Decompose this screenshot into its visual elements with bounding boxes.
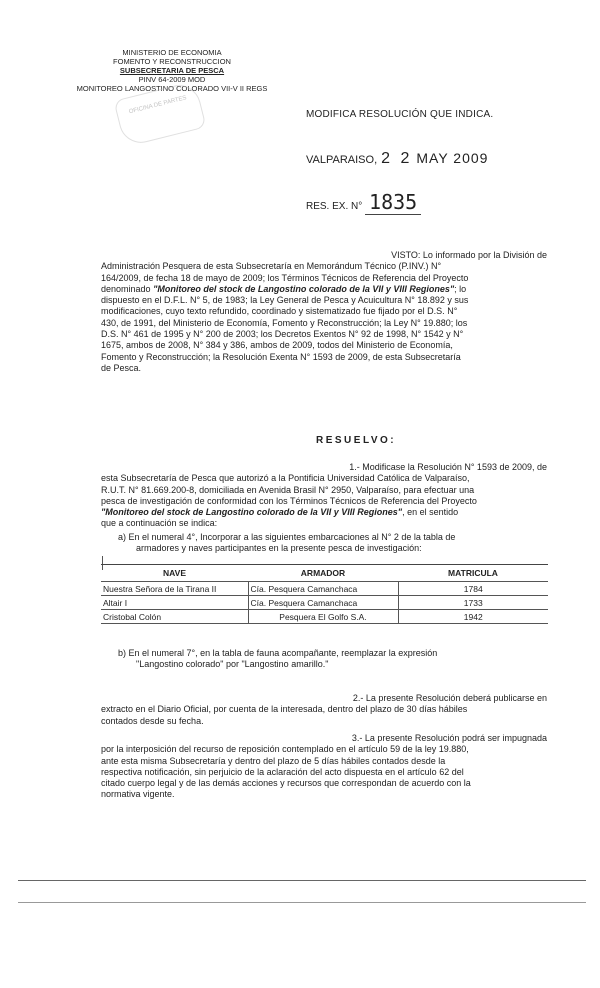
table-row [101, 596, 548, 610]
visto-line: D.S. N° 461 de 1995 y N° 200 de 2003; los Decretos Exentos N° 92 de 1998, N° 1542 y N° [101, 329, 464, 340]
armador-cell: Cía. Pesquera Camanchaca [248, 596, 398, 610]
item-a-line: armadores y naves participantes en la presente pesca de investigación: [136, 543, 422, 554]
visto-line: modificaciones, cuyo texto refundido, coordinado y sistematizado fue fijado por el D.S. N° [101, 306, 458, 317]
point1-line: 1.- Modificase la Resolución N° 1593 de 2009, de [349, 462, 547, 472]
visto-text: denominado [101, 283, 151, 294]
point2-paragraph [101, 693, 547, 727]
visto-line: Administración Pesquera de esta Subsecretaría en Memorándum Técnico (P.INV.) N° [101, 261, 442, 272]
project-name: "Monitoreo del stock de Langostino colorado de la VII y VIII Regiones" [153, 283, 455, 294]
date-day: 2 2 [381, 150, 413, 167]
item-a [118, 532, 548, 555]
point3-paragraph [101, 733, 547, 801]
matricula-cell: 1942 [398, 610, 548, 624]
matricula-cell: 1784 [398, 582, 548, 596]
point1-line: pesca de investigación de conformidad con los Términos Técnicos de Referencia del Proyecto [101, 495, 477, 506]
item-b-line: "Langostino colorado" por "Langostino amarillo." [136, 659, 329, 670]
ministry-line: MINISTERIO DE ECONOMIA [122, 48, 222, 57]
date-city: VALPARAISO, [306, 154, 378, 166]
column-header: NAVE [101, 565, 248, 582]
visto-line: Fomento y Reconstrucción; la Resolución Exenta N° 1593 de 2009, de esta Subsecretaría [101, 351, 461, 362]
item-a-line: a) En el numeral 4°, Incorporar a las siguientes embarcaciones al N° 2 de la tabla de [118, 532, 456, 542]
table-row [101, 610, 548, 624]
item-b [118, 648, 548, 671]
point1-paragraph [101, 462, 547, 530]
table-row [101, 582, 548, 596]
nave-cell: Nuestra Señora de la Tirana II [101, 582, 248, 596]
column-header: MATRICULA [398, 565, 548, 582]
visto-text: ; lo [454, 283, 467, 294]
resuelvo-heading: RESUELVO: [316, 435, 397, 446]
point1-line [101, 507, 547, 518]
point1-line: que a continuación se indica: [101, 518, 218, 529]
point1-line: esta Subsecretaría de Pesca que autorizó a la Pontificia Universidad Católica de Valparaíso, [101, 473, 470, 484]
visto-line: 1675, ambos de 2008, N° 384 y 386, ambos de 2009, todos del Ministerio de Economía, [101, 340, 453, 351]
armador-cell: Pesquera El Golfo S.A. [248, 610, 398, 624]
resolution-number-line [306, 190, 421, 214]
resolution-label: RES. EX. N° [306, 201, 363, 212]
point2-line: 2.- La presente Resolución deberá publicarse en [352, 693, 547, 703]
date-month-year: MAY 2009 [416, 150, 489, 166]
point3-line: 3.- La presente Resolución podrá ser impugnada [351, 733, 547, 743]
visto-line: 164/2009, de fecha 18 de mayo de 2009; los Términos Técnicos de Referencia del Proyecto [101, 272, 469, 283]
visto-line: dispuesto en el D.F.L. N° 5, de 1983; la Ley General de Pesca y Acuicultura N° 18.892 y sus [101, 295, 469, 306]
resolution-number: 1835 [365, 190, 421, 215]
point2-line: contados desde su fecha. [101, 715, 204, 726]
point1-line: R.U.T. N° 81.669.200-8, domiciliada en Avenida Brasil N° 2950, Valparaíso, para efectuar una [101, 484, 475, 495]
visto-line: VISTO: Lo informado por la División de [391, 250, 547, 260]
armador-cell: Cía. Pesquera Camanchaca [248, 582, 398, 596]
document-title: MODIFICA RESOLUCIÓN QUE INDICA. [306, 109, 494, 120]
visto-line: de Pesca. [101, 362, 142, 373]
date-line [306, 150, 488, 168]
file-code: PINV 64-2009 MOD [138, 75, 206, 84]
column-header: ARMADOR [248, 565, 398, 582]
point3-line: citado cuerpo legal y de las demás acciones y recursos que correspondan de acuerdo con la [101, 778, 471, 789]
stamp-text: OFICINA DE PARTES [128, 95, 188, 116]
project-code: MONITOREO LANGOSTINO COLORADO VII-V II REGS [76, 84, 268, 93]
ministry-line: FOMENTO Y RECONSTRUCCION [113, 57, 231, 66]
matricula-cell: 1733 [398, 596, 548, 610]
item-b-line: b) En el numeral 7°, en la tabla de fauna acompañante, reemplazar la expresión [118, 648, 438, 658]
visto-line [101, 284, 547, 295]
project-name: "Monitoreo del stock de Langostino colorado de la VII y VIII Regiones" [101, 507, 403, 518]
visto-line: 430, de 1991, del Ministerio de Economía, Fomento y Reconstrucción; la Ley N° 19.880; los [101, 317, 468, 328]
subsecretaria-line: SUBSECRETARIA DE PESCA [119, 66, 225, 75]
visto-paragraph [101, 250, 547, 374]
point3-line: por la interposición del recurso de reposición contemplado en el artículo 59 de la ley 19.880, [101, 744, 469, 755]
point3-line: ante esta misma Subsecretaría y dentro del plazo de 5 días hábiles contados desde la [101, 755, 446, 766]
point3-line: respectiva notificación, sin perjuicio de la aclaración del acto dispuesta en el artículo 62 del [101, 766, 464, 777]
scan-rule [18, 880, 586, 881]
point1-text: , en el sentido [402, 507, 459, 518]
nave-cell: Cristobal Colón [101, 610, 248, 624]
point2-line: extracto en el Diario Oficial, por cuenta de la interesada, dentro del plazo de 30 días hábiles [101, 704, 468, 715]
scan-rule [18, 902, 586, 903]
point3-line: normativa vigente. [101, 789, 175, 800]
table-header-row [101, 565, 548, 582]
armadores-table [101, 564, 548, 624]
nave-cell: Altair I [101, 596, 248, 610]
